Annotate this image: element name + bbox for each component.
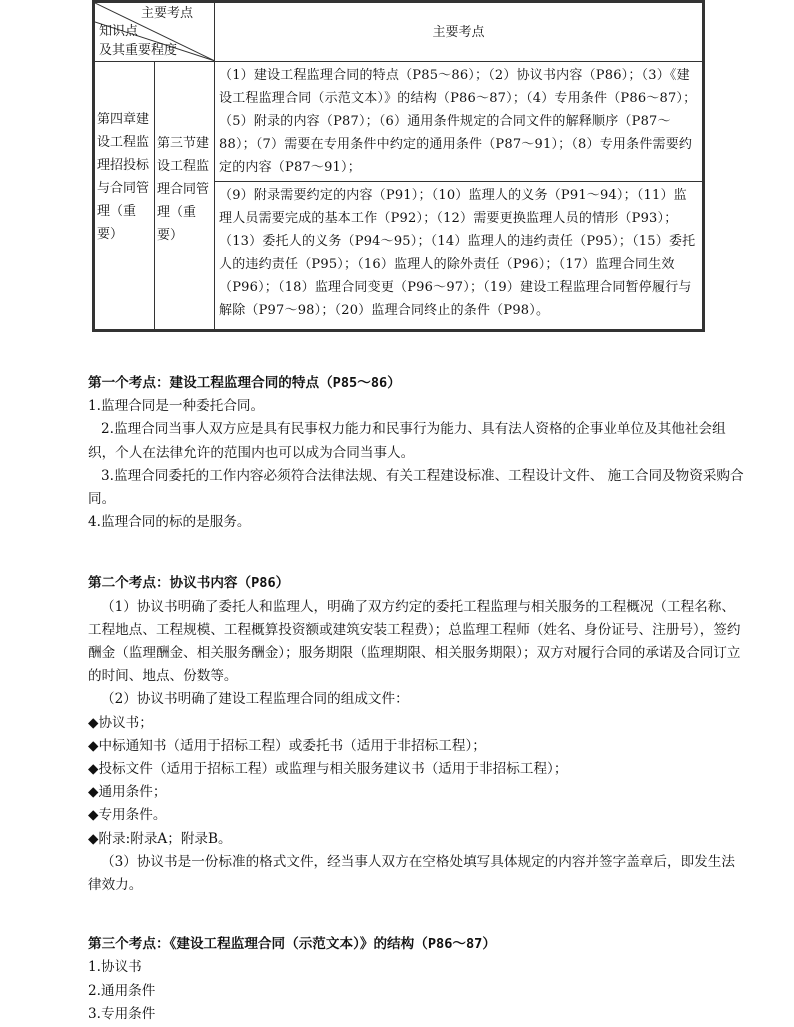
corner-header-cell (95, 3, 215, 62)
section-2-bullet-6: ◆附录:附录A；附录B。 (88, 830, 232, 847)
document-body (88, 372, 748, 1026)
section-1-item-4: 4.监理合同的标的是服务。 (88, 514, 251, 531)
section-cell: 第三节建设工程监理合同管理（重要） (155, 62, 215, 330)
section-3-title: 第三个考点：《建设工程监理合同（示范文本）》的结构（P86～87） (88, 936, 496, 953)
section-2-bullet-3: ◆投标文件（适用于招标工程）或监理与相关服务建议书（适用于非招标工程）； (88, 761, 568, 778)
section-1-item-3: 3.监理合同委托的工作内容必须符合法律法规、有关工程建设标准、工程设计文件、 施工合同及物资采购合同。 (88, 467, 744, 508)
header-main-points: 主要考点 (215, 3, 703, 62)
section-2-bullet-1: ◆协议书； (88, 714, 153, 731)
key-points-table (92, 0, 705, 332)
section-3-item-1: 1.协议书 (88, 959, 142, 976)
section-3-item-2: 2.通用条件 (88, 982, 156, 999)
content-cell-2: （9）附录需要约定的内容（P91）；（10）监理人的义务（P91～94）；（11）监理人员需要完成的基本工作（P92）；（12）需要更换监理人员的情形（P93）；（13）委托人的义务（P94～95）；（14）监理人的违约责任（P95）；（15）委托人的违约责任（P95）；（16）监理人的除外责任（P96）；（17）监理合同生效（P96）；（18）监理合同变更（P96～97）；（19）建设工程监理合同暂停履行与解除（P97～98）；（20）监理合同终止的条件（P98）。 (215, 182, 703, 330)
corner-label-mid: 知识点 (99, 24, 139, 39)
corner-label-top: 主要考点 (141, 6, 194, 21)
section-2-para-2: （2）协议书明确了建设工程监理合同的组成文件： (101, 691, 409, 708)
content-cell-1: （1）建设工程监理合同的特点（P85～86）；（2）协议书内容（P86）；（3）《建设工程监理合同（示范文本）》的结构（P86～87）；（4）专用条件（P86～87）；（5）附录的内容（P87）；（6）通用条件规定的合同文件的解释顺序（P87～88）；（7）需要在专用条件中约定的通用条件（P87～91）；（8）专用条件需要约定的内容（P87～91）； (215, 62, 703, 182)
section-3-item-3: 3.专用条件 (88, 1005, 156, 1022)
section-1-title: 第一个考点：建设工程监理合同的特点（P85～86） (88, 375, 401, 391)
section-2-para-1: （1）协议书明确了委托人和监理人，明确了双方约定的委托工程监理与相关服务的工程概况（工程名称、工程地点、工程规模、工程概算投资额或建筑安装工程费）；总监理工程师（姓名、身份证号、注册号），签约酬金（监理酬金、相关服务酬金）；服务期限（监理期限、相关服务期限）；双方对履行合同的承诺及合同订立的时间、地点、份数等。 (88, 598, 741, 685)
section-2-bullet-4: ◆通用条件； (88, 784, 167, 801)
section-2-para-3: （3）协议书是一份标准的格式文件，经当事人双方在空格处填写具体规定的内容并签字盖章后，即发生法律效力。 (88, 853, 735, 894)
chapter-cell: 第四章建设工程监理招投标与合同管理（重要） (95, 62, 155, 330)
section-1-item-1: 1.监理合同是一种委托合同。 (88, 398, 265, 415)
section-2-bullet-5: ◆专用条件。 (88, 807, 167, 824)
section-1-item-2: 2.监理合同当事人双方应是具有民事权力能力和民事行为能力、具有法人资格的企事业单位及其他社会组织，个人在法律允许的范围内也可以成为合同当事人。 (88, 421, 726, 461)
section-2-title: 第二个考点：协议书内容（P86） (88, 575, 290, 592)
corner-label-bottom: 及其重要程度 (99, 43, 178, 58)
section-2-bullet-2: ◆中标通知书（适用于招标工程）或委托书（适用于非招标工程）； (88, 737, 486, 754)
key-points-grid (94, 2, 703, 330)
